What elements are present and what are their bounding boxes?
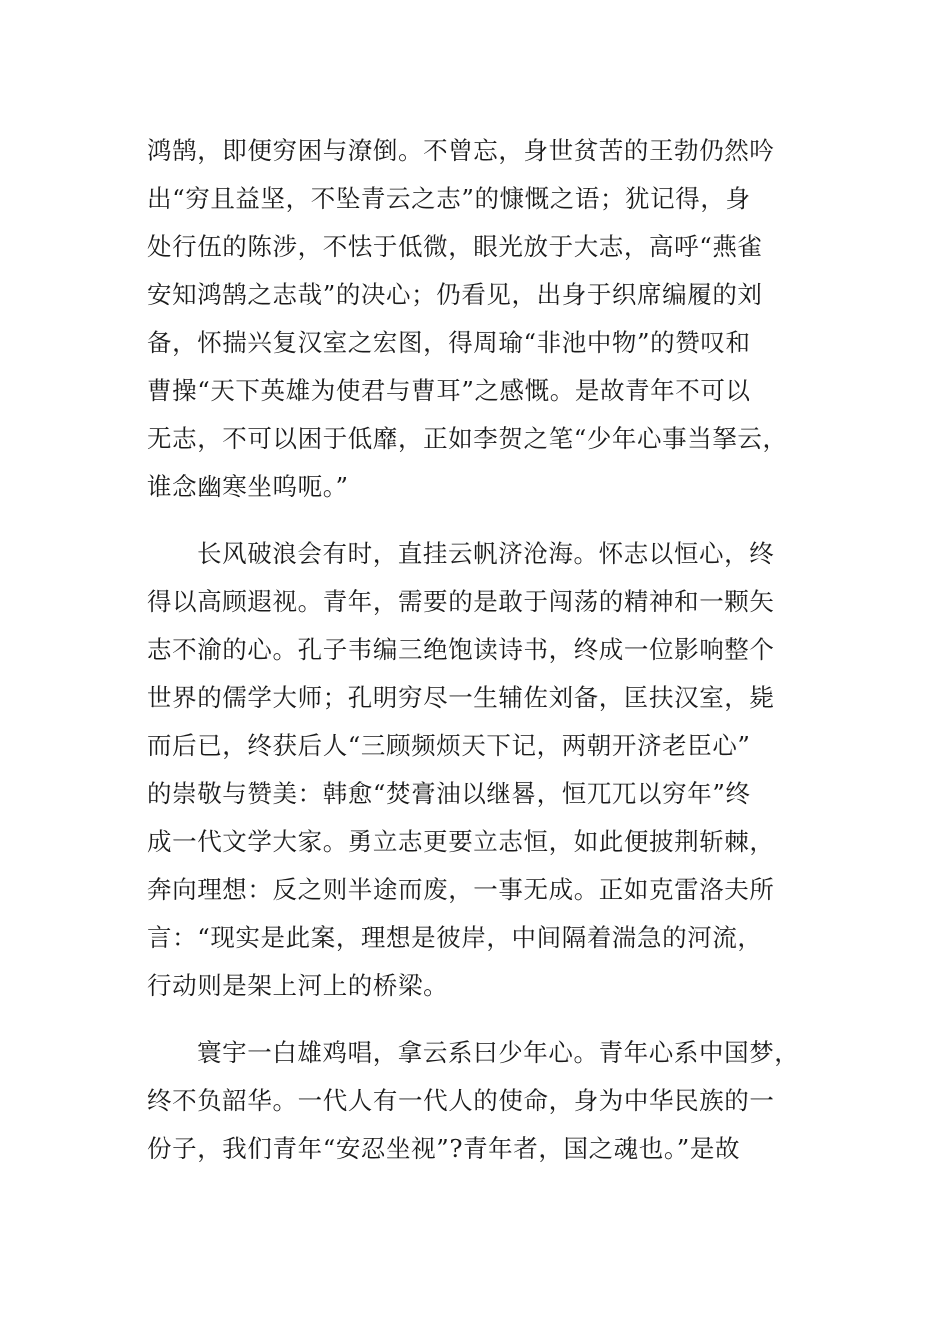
paragraph-1	[147, 127, 807, 511]
paragraph-1-line-2: 出“穷且益坚，不坠青云之志”的慷慨之语；犹记得，身	[147, 184, 751, 213]
paragraph-2-line-3: 志不渝的心。孔子韦编三绝饱读诗书，终成一位影响整个	[147, 635, 775, 664]
paragraph-2-line-7: 成一代文学大家。勇立志更要立志恒，如此便披荆斩棘，	[147, 827, 775, 856]
paragraph-1-line-8: 谁念幽寒坐呜呃。”	[147, 472, 349, 501]
paragraph-1-line-1: 鸿鹄，即便穷困与潦倒。不曾忘，身世贫苦的王勃仍然吟	[147, 136, 775, 165]
paragraph-1-line-4: 安知鸿鹄之志哉”的决心；仍看见，出身于织席编履的刘	[147, 280, 763, 309]
paragraph-2-line-9: 言：“现实是此案，理想是彼岸，中间隔着湍急的河流，	[147, 923, 763, 952]
paragraph-2-line-8: 奔向理想：反之则半途而废，一事无成。正如克雷洛夫所	[147, 875, 775, 904]
paragraph-2	[147, 530, 807, 1010]
paragraph-1-line-5: 备，怀揣兴复汉室之宏图，得周瑜“非池中物”的赞叹和	[147, 328, 751, 357]
paragraph-2-line-4: 世界的儒学大师；孔明穷尽一生辅佐刘备，匡扶汉室，毙	[147, 683, 775, 712]
paragraph-spacer	[147, 1010, 807, 1029]
paragraph-3-line-2: 终不负韶华。一代人有一代人的使命，身为中华民族的一	[147, 1086, 775, 1115]
paragraph-1-line-3: 处行伍的陈涉，不怯于低微，眼光放于大志，高呼“燕雀	[147, 232, 763, 261]
paragraph-1-line-7: 无志，不可以困于低靡，正如李贺之笔“少年心事当拏云，	[147, 424, 788, 453]
document-body	[147, 127, 807, 1173]
paragraph-3-line-1: 寰宇一白雄鸡唱，拿云系曰少年心。青年心系中国梦，	[197, 1038, 800, 1067]
paragraph-1-line-6: 曹操“天下英雄为使君与曹耳”之感慨。是故青年不可以	[147, 376, 751, 405]
paragraph-2-line-6: 的崇敬与赞美：韩愈“焚膏油以继晷，恒兀兀以穷年”终	[147, 779, 751, 808]
paragraph-3	[147, 1029, 807, 1173]
paragraph-2-line-1: 长风破浪会有时，直挂云帆济沧海。怀志以恒心，终	[197, 539, 775, 568]
paragraph-spacer	[147, 511, 807, 530]
paragraph-3-line-3: 份子，我们青年“安忍坐视”?青年者，国之魂也。”是故	[147, 1134, 741, 1163]
paragraph-2-line-5: 而后已，终获后人“三顾频烦天下记，两朝开济老臣心”	[147, 731, 751, 760]
paragraph-2-line-2: 得以高顾遐视。青年，需要的是敢于闯荡的精神和一颗矢	[147, 587, 775, 616]
paragraph-2-line-10: 行动则是架上河上的桥梁。	[147, 971, 449, 1000]
